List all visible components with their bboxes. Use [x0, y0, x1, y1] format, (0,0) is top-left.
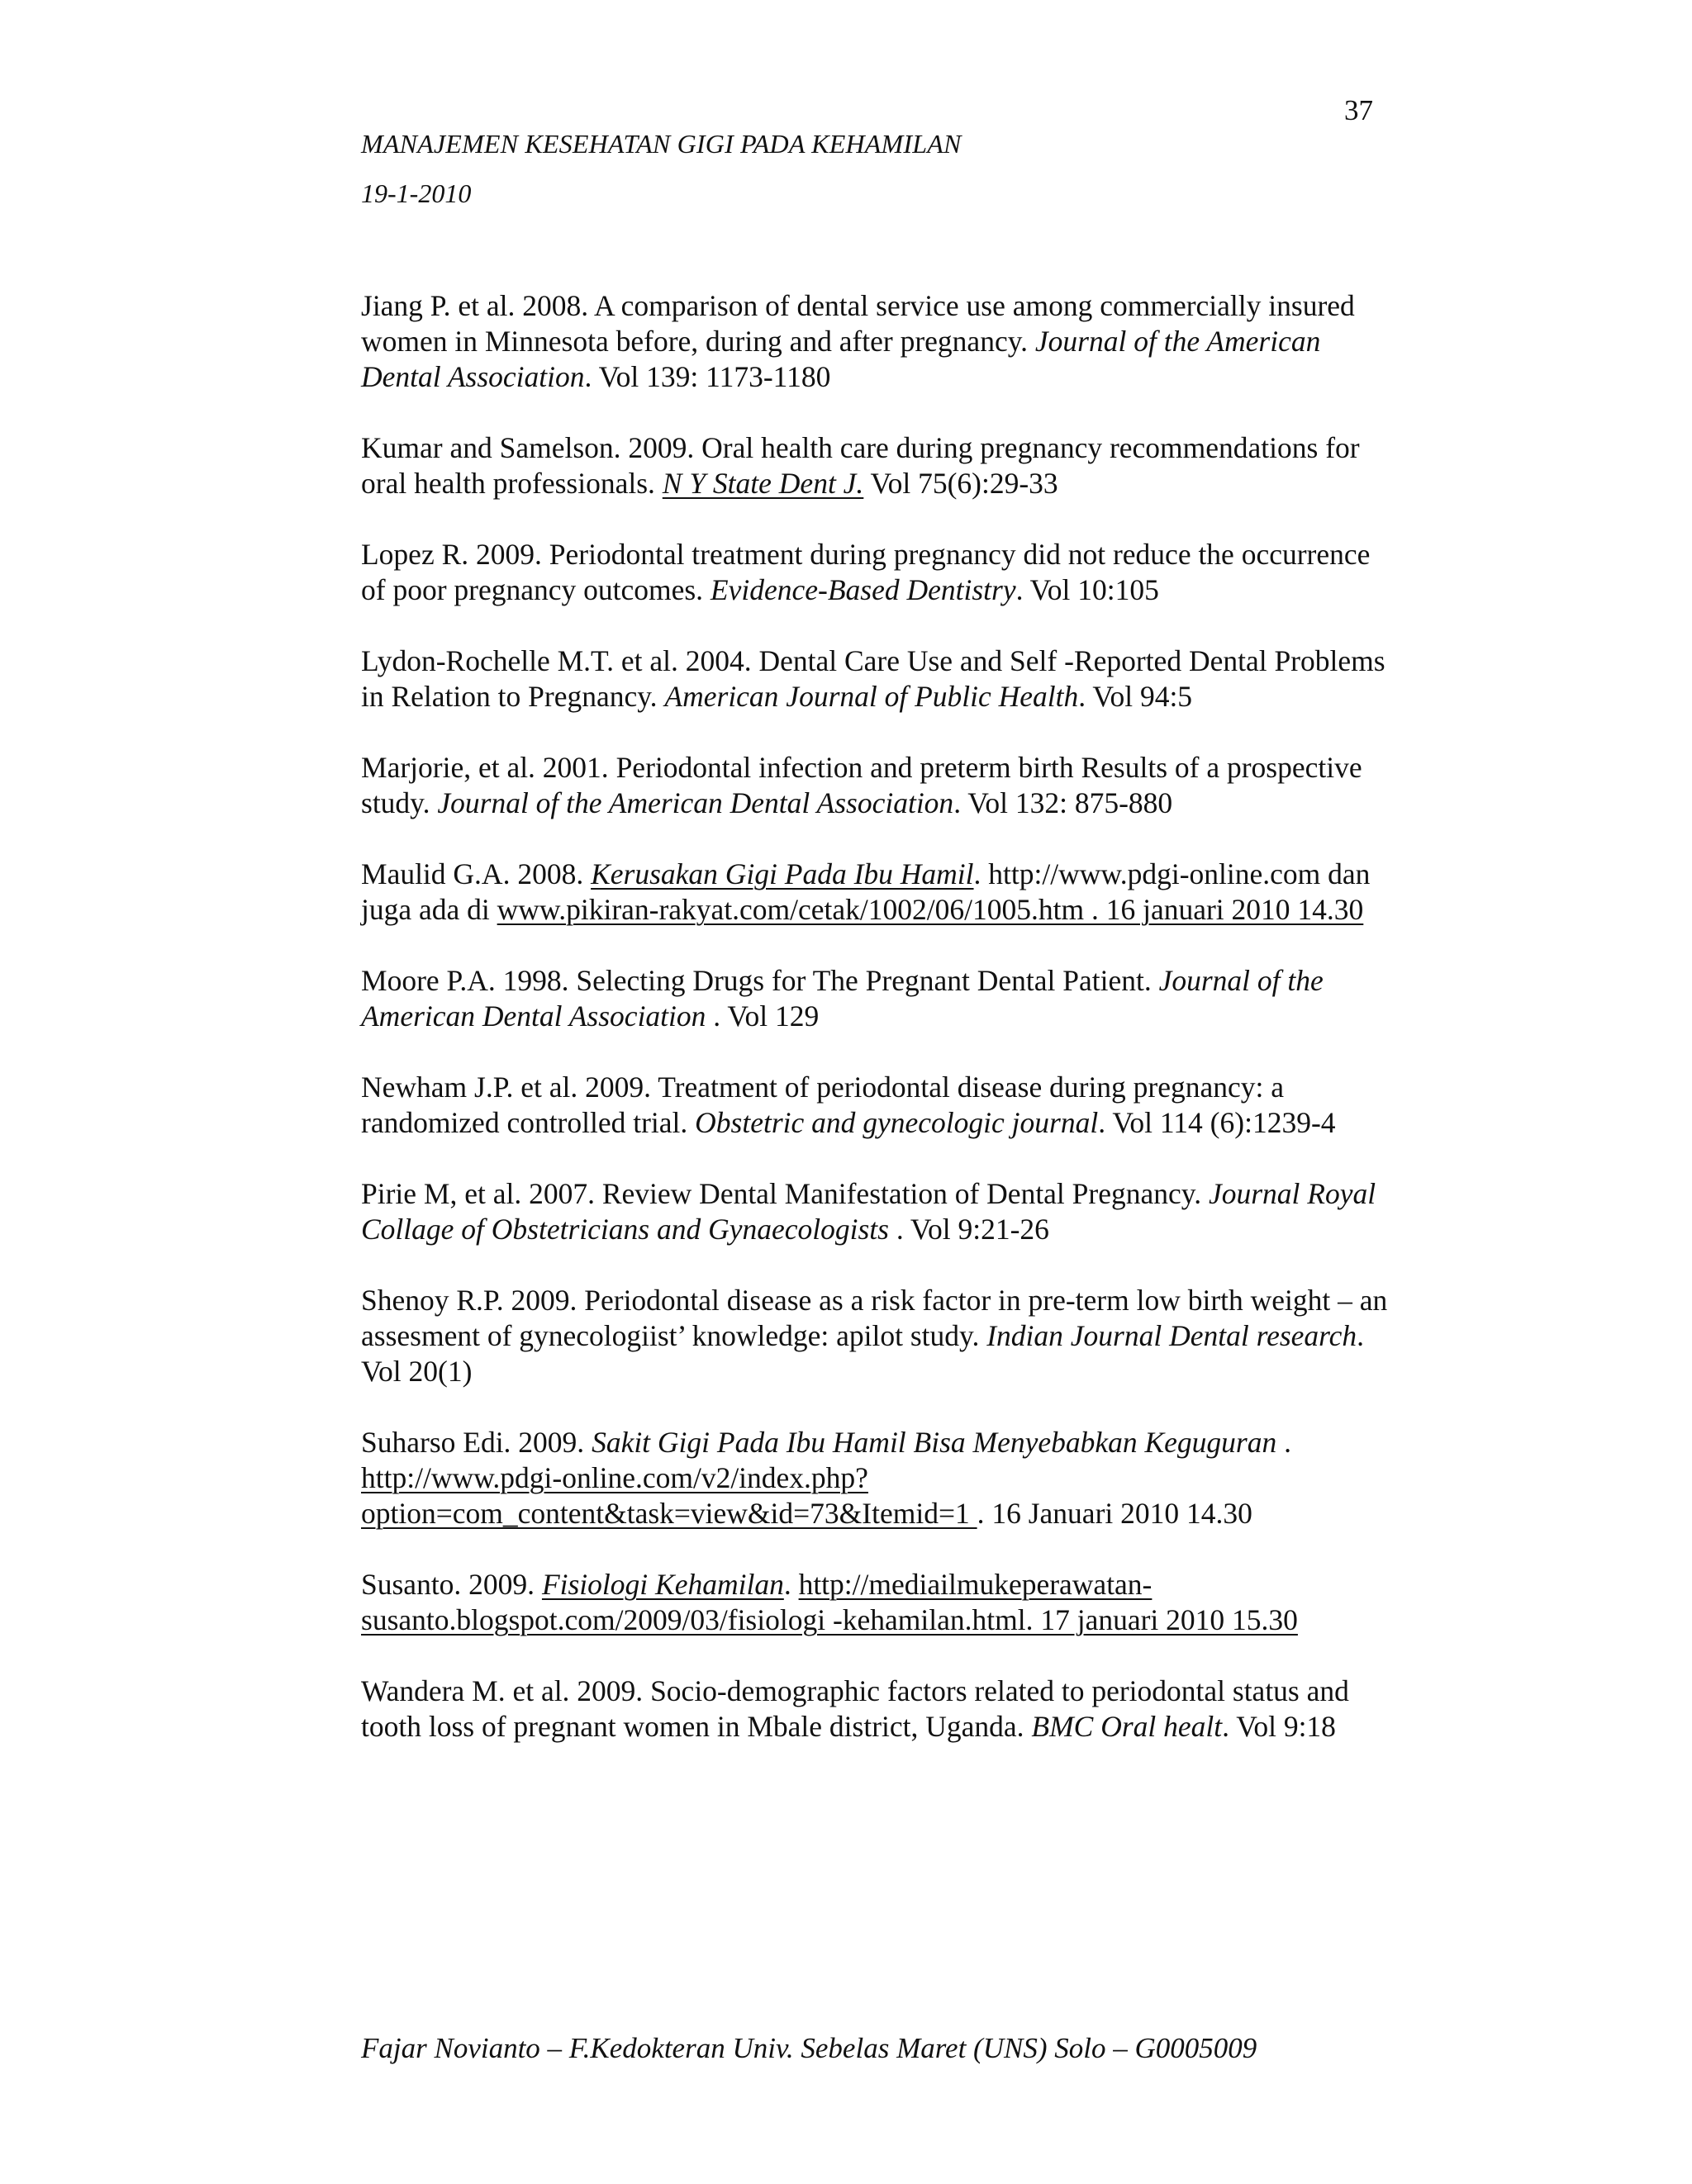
reference-item: [361, 537, 1390, 608]
running-title: MANAJEMEN KESEHATAN GIGI PADA KEHAMILAN: [361, 129, 962, 159]
ref-details: . 16 Januari 2010 14.30: [977, 1497, 1252, 1530]
ref-title: Review Dental Manifestation of Dental Pregnancy.: [601, 1177, 1209, 1210]
reference-item: [361, 1070, 1390, 1141]
reference-item: [361, 1674, 1390, 1745]
page-number: 37: [1344, 94, 1373, 126]
ref-author-year: Shenoy R.P. 2009.: [361, 1284, 585, 1317]
ref-title: Socio-demographic factors related to periodontal status and tooth loss of pregnant women in Mbale district, Uganda.: [361, 1674, 1349, 1743]
ref-url-text: . http://www.pdgi-online.com dan juga ada di: [361, 857, 1371, 926]
reference-item: [361, 430, 1390, 501]
ref-author-year: Lopez R. 2009.: [361, 538, 549, 571]
ref-journal: Obstetric and gynecologic journal: [695, 1106, 1099, 1139]
ref-author-year: Pirie M, et al. 2007.: [361, 1177, 602, 1210]
reference-item: [361, 750, 1390, 821]
ref-details: Vol 75(6):29-33: [863, 467, 1058, 500]
reference-item: [361, 643, 1390, 715]
ref-journal-link[interactable]: N Y State Dent J.: [662, 467, 864, 500]
reference-list: [361, 288, 1390, 1780]
ref-title: A comparison of dental service use among commercially insured women in Minnesota before, during and after pregnancy.: [361, 289, 1355, 358]
ref-title: Sakit Gigi Pada Ibu Hamil Bisa Menyebabkan Keguguran: [592, 1426, 1277, 1459]
ref-title: Periodontal treatment during pregnancy did not reduce the occurrence of poor pregnancy outcomes.: [361, 538, 1371, 606]
ref-title: Oral health care during pregnancy recommendations for oral health professionals.: [361, 431, 1360, 500]
ref-separator: .: [1276, 1426, 1292, 1459]
ref-author-year: Kumar and Samelson. 2009.: [361, 431, 702, 464]
ref-details: . Vol 10:105: [1015, 573, 1159, 606]
ref-journal: Journal of the American Dental Association: [361, 325, 1321, 393]
ref-journal: Journal Royal Collage of Obstetricians and Gynaecologists: [361, 1177, 1376, 1246]
ref-separator: .: [783, 1568, 799, 1601]
ref-author-year: Wandera M. et al. 2009.: [361, 1674, 651, 1707]
ref-details: . Vol 139: 1173-1180: [584, 360, 831, 393]
ref-title: Treatment of periodontal disease during pregnancy: a randomized controlled trial.: [361, 1071, 1285, 1139]
ref-author-year: Jiang P. et al. 2008.: [361, 289, 595, 322]
ref-journal: Evidence-Based Dentistry: [710, 573, 1016, 606]
ref-details: . Vol 132: 875-880: [953, 786, 1173, 819]
ref-author-year: Newham J.P. et al. 2009.: [361, 1071, 658, 1104]
reference-item: [361, 1176, 1390, 1247]
ref-url-link[interactable]: http://mediailmukeperawatan-susanto.blogspot.com/2009/03/fisiologi -kehamilan.html. 17 januari 2010 15.30: [361, 1568, 1298, 1636]
ref-journal: American Journal of Public Health: [664, 680, 1079, 713]
ref-journal: BMC Oral healt: [1031, 1710, 1223, 1743]
ref-url-link[interactable]: http://www.pdgi-online.com/v2/index.php?option=com_content&task=view&id=73&Itemid=1: [361, 1461, 977, 1530]
ref-details: . Vol 94:5: [1078, 680, 1193, 713]
ref-title: Dental Care Use and Self -Reported Dental Problems in Relation to Pregnancy.: [361, 644, 1385, 713]
reference-item: [361, 1283, 1390, 1389]
ref-author-year: Moore P.A. 1998.: [361, 964, 577, 997]
ref-title-link[interactable]: Fisiologi Kehamilan: [541, 1568, 784, 1601]
ref-author-year: Marjorie, et al. 2001.: [361, 751, 616, 784]
reference-item: [361, 1425, 1390, 1531]
ref-author-year: Suharso Edi. 2009.: [361, 1426, 592, 1459]
ref-journal: Journal of the American Dental Association: [437, 786, 954, 819]
ref-details: . Vol 20(1): [361, 1319, 1365, 1388]
reference-item: [361, 1567, 1390, 1638]
reference-item: [361, 857, 1390, 928]
ref-journal: Indian Journal Dental research: [986, 1319, 1357, 1352]
ref-title: Periodontal infection and preterm birth Results of a prospective study.: [361, 751, 1362, 819]
ref-title-link[interactable]: Kerusakan Gigi Pada Ibu Hamil: [591, 857, 974, 890]
ref-details: . Vol 9:21-26: [888, 1213, 1049, 1246]
ref-url-link[interactable]: www.pikiran-rakyat.com/cetak/1002/06/1005.htm . 16 januari 2010 14.30: [497, 893, 1364, 926]
ref-title: Periodontal disease as a risk factor in pre-term low birth weight – an assesment of gynecologiist’ knowledge: apilot study.: [361, 1284, 1388, 1352]
running-date: 19-1-2010: [361, 178, 472, 208]
ref-details: . Vol 9:18: [1222, 1710, 1336, 1743]
ref-author-year: Susanto. 2009.: [361, 1568, 542, 1601]
ref-author-year: Maulid G.A. 2008.: [361, 857, 592, 890]
ref-details: . Vol 114 (6):1239-4: [1098, 1106, 1336, 1139]
ref-author-year: Lydon-Rochelle M.T. et al. 2004.: [361, 644, 759, 677]
ref-title: Selecting Drugs for The Pregnant Dental Patient.: [576, 964, 1159, 997]
reference-item: [361, 963, 1390, 1034]
ref-journal: Journal of the American Dental Association: [361, 964, 1324, 1033]
reference-item: [361, 288, 1390, 395]
page-footer: Fajar Novianto – F.Kedokteran Univ. Sebelas Maret (UNS) Solo – G0005009: [361, 2032, 1257, 2064]
ref-details: . Vol 129: [706, 999, 820, 1033]
